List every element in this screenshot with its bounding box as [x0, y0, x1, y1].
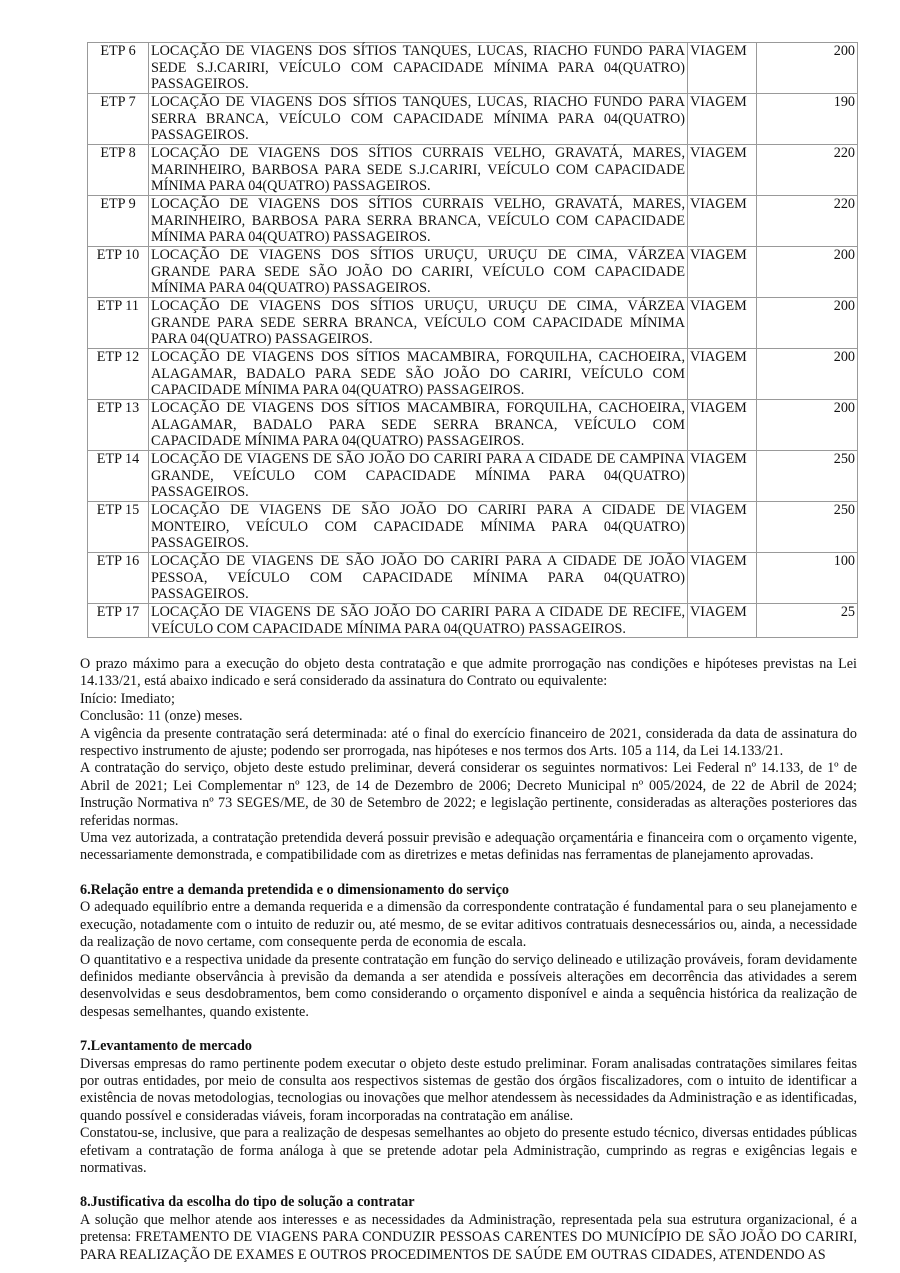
cell-unit: VIAGEM — [688, 553, 757, 604]
section-heading: 8.Justificativa da escolha do tipo de solução a contratar — [80, 1194, 415, 1211]
cell-etp: ETP 8 — [88, 145, 149, 196]
cell-qty: 100 — [757, 553, 858, 604]
cell-unit: VIAGEM — [688, 94, 757, 145]
table-row — [88, 94, 858, 145]
cell-qty: 220 — [757, 196, 858, 247]
table-row — [88, 502, 858, 553]
cell-desc: LOCAÇÃO DE VIAGENS DOS SÍTIOS TANQUES, LUCAS, RIACHO FUNDO PARA SERRA BRANCA, VEÍCULO COM CAPACIDADE MÍNIMA PARA 04(QUATRO) PASSAGEIROS. — [149, 94, 688, 145]
section-heading: 6.Relação entre a demanda pretendida e o dimensionamento do serviço — [80, 881, 510, 898]
cell-desc: LOCAÇÃO DE VIAGENS DE SÃO JOÃO DO CARIRI PARA A CIDADE DE MONTEIRO, VEÍCULO COM CAPACIDADE MÍNIMA PARA 04(QUATRO) PASSAGEIROS. — [149, 502, 688, 553]
table-row — [88, 349, 858, 400]
cell-qty: 250 — [757, 502, 858, 553]
cell-desc: LOCAÇÃO DE VIAGENS DOS SÍTIOS MACAMBIRA, FORQUILHA, CACHOEIRA, ALAGAMAR, BADALO PARA SEDE SERRA BRANCA, VEÍCULO COM CAPACIDADE MÍNIMA PARA 04(QUATRO) PASSAGEIROS. — [149, 400, 688, 451]
cell-qty: 200 — [757, 247, 858, 298]
paragraph: Início: Imediato; — [80, 690, 175, 707]
cell-etp: ETP 7 — [88, 94, 149, 145]
cell-desc: LOCAÇÃO DE VIAGENS DOS SÍTIOS URUÇU, URUÇU DE CIMA, VÁRZEA GRANDE PARA SEDE SERRA BRANCA, VEÍCULO COM CAPACIDADE MÍNIMA PARA 04(QUATRO) PASSAGEIROS. — [149, 298, 688, 349]
cell-qty: 200 — [757, 400, 858, 451]
cell-unit: VIAGEM — [688, 502, 757, 553]
paragraph: O adequado equilíbrio entre a demanda requerida e a dimensão da correspondente contratação é fundamental para o seu planejamento e execução, notadamente com o intuito de reduzir ou, até mesmo, de se evitar aditivos contratuais desnecessários ou, ainda, a necessidade da realização de novo certame, com consequente perda de economia de escala. — [80, 899, 857, 951]
cell-etp: ETP 6 — [88, 43, 149, 94]
cell-etp: ETP 12 — [88, 349, 149, 400]
table-row — [88, 400, 858, 451]
cell-etp: ETP 15 — [88, 502, 149, 553]
cell-etp: ETP 13 — [88, 400, 149, 451]
document-body — [80, 656, 857, 1264]
table-row — [88, 451, 858, 502]
cell-qty: 190 — [757, 94, 858, 145]
table-row — [88, 298, 858, 349]
cell-desc: LOCAÇÃO DE VIAGENS DOS SÍTIOS MACAMBIRA, FORQUILHA, CACHOEIRA, ALAGAMAR, BADALO PARA SEDE SÃO JOÃO DO CARIRI, VEÍCULO COM CAPACIDADE MÍNIMA PARA 04(QUATRO) PASSAGEIROS. — [149, 349, 688, 400]
table-row — [88, 196, 858, 247]
cell-desc: LOCAÇÃO DE VIAGENS DE SÃO JOÃO DO CARIRI PARA A CIDADE DE JOÃO PESSOA, VEÍCULO COM CAPACIDADE MÍNIMA PARA 04(QUATRO) PASSAGEIROS. — [149, 553, 688, 604]
cell-desc: LOCAÇÃO DE VIAGENS DOS SÍTIOS CURRAIS VELHO, GRAVATÁ, MARES, MARINHEIRO, BARBOSA PARA SERRA BRANCA, VEÍCULO COM CAPACIDADE MÍNIMA PARA 04(QUATRO) PASSAGEIROS. — [149, 196, 688, 247]
cell-unit: VIAGEM — [688, 604, 757, 638]
paragraph: Uma vez autorizada, a contratação pretendida deverá possuir previsão e adequação orçamentária e financeira com o orçamento vigente, necessariamente demonstrada, e compatibilidade com as diretrizes e metas definidas nas ferramentas de planejamento aprovadas. — [80, 830, 857, 864]
cell-qty: 200 — [757, 298, 858, 349]
cell-unit: VIAGEM — [688, 196, 757, 247]
cell-qty: 25 — [757, 604, 858, 638]
table-row — [88, 145, 858, 196]
cell-etp: ETP 11 — [88, 298, 149, 349]
cell-unit: VIAGEM — [688, 43, 757, 94]
cell-etp: ETP 17 — [88, 604, 149, 638]
cell-etp: ETP 16 — [88, 553, 149, 604]
cell-desc: LOCAÇÃO DE VIAGENS DE SÃO JOÃO DO CARIRI PARA A CIDADE DE CAMPINA GRANDE, VEÍCULO COM CAPACIDADE MÍNIMA PARA 04(QUATRO) PASSAGEIROS. — [149, 451, 688, 502]
table-row — [88, 604, 858, 638]
cell-etp: ETP 10 — [88, 247, 149, 298]
section-heading: 7.Levantamento de mercado — [80, 1038, 252, 1055]
cell-unit: VIAGEM — [688, 298, 757, 349]
cell-qty: 200 — [757, 43, 858, 94]
cell-unit: VIAGEM — [688, 145, 757, 196]
cell-qty: 200 — [757, 349, 858, 400]
cell-desc: LOCAÇÃO DE VIAGENS DE SÃO JOÃO DO CARIRI PARA A CIDADE DE RECIFE, VEÍCULO COM CAPACIDADE MÍNIMA PARA 04(QUATRO) PASSAGEIROS. — [149, 604, 688, 638]
items-table — [87, 42, 858, 638]
paragraph: Constatou-se, inclusive, que para a realização de despesas semelhantes ao objeto do presente estudo técnico, diversas entidades públicas efetivam a contratação de forma análoga à que se pretende adotar pela Administração, cumprindo as regras e exigências legais e normativas. — [80, 1125, 857, 1176]
table-row — [88, 247, 858, 298]
paragraph: A vigência da presente contratação será determinada: até o final do exercício financeiro de 2021, considerada da data de assinatura do respectivo instrumento de ajuste; podendo ser prorrogada, nas hipóteses e nos termos dos Arts. 105 a 114, da Lei 14.133/21. — [80, 725, 857, 760]
cell-etp: ETP 14 — [88, 451, 149, 502]
table-row — [88, 43, 858, 94]
cell-desc: LOCAÇÃO DE VIAGENS DOS SÍTIOS URUÇU, URUÇU DE CIMA, VÁRZEA GRANDE PARA SEDE SÃO JOÃO DO CARIRI, VEÍCULO COM CAPACIDADE MÍNIMA PARA 04(QUATRO) PASSAGEIROS. — [149, 247, 688, 298]
cell-qty: 250 — [757, 451, 858, 502]
cell-desc: LOCAÇÃO DE VIAGENS DOS SÍTIOS CURRAIS VELHO, GRAVATÁ, MARES, MARINHEIRO, BARBOSA PARA SEDE S.J.CARIRI, VEÍCULO COM CAPACIDADE MÍNIMA PARA 04(QUATRO) PASSAGEIROS. — [149, 145, 688, 196]
cell-unit: VIAGEM — [688, 349, 757, 400]
paragraph: Conclusão: 11 (onze) meses. — [80, 708, 243, 725]
paragraph: O prazo máximo para a execução do objeto desta contratação e que admite prorrogação nas condições e hipóteses previstas na Lei 14.133/21, está abaixo indicado e será considerado da assinatura do Contrato ou equivalente: — [80, 656, 857, 690]
cell-desc: LOCAÇÃO DE VIAGENS DOS SÍTIOS TANQUES, LUCAS, RIACHO FUNDO PARA SEDE S.J.CARIRI, VEÍCULO COM CAPACIDADE MÍNIMA PARA 04(QUATRO) PASSAGEIROS. — [149, 43, 688, 94]
paragraph: Diversas empresas do ramo pertinente podem executar o objeto deste estudo preliminar. Foram analisadas contratações similares feitas por outras entidades, por meio de consulta aos respectivos sistemas de gestão dos órgãos fiscalizadores, com o intuito de identificar a existência de novas metodologias, tecnologias ou inovações que melhor atendessem às necessidades da Administração e as identificadas, quando possível e consideradas viáveis, foram incorporadas na contratação em análise. — [80, 1055, 857, 1124]
paragraph: O quantitativo e a respectiva unidade da presente contratação em função do serviço delineado e utilização prováveis, foram devidamente definidos mediante observância à previsão da demanda a ser atendida e possíveis alterações em decorrência das atividades a serem desenvolvidas e seus desdobramentos, bem como considerando o orçamento disponível e ainda a sequência histórica da realização de despesas semelhantes, quando existente. — [80, 951, 857, 1020]
paragraph: A contratação do serviço, objeto deste estudo preliminar, deverá considerar os seguintes normativos: Lei Federal nº 14.133, de 1º de Abril de 2021; Lei Complementar nº 123, de 14 de Dezembro de 2006; Decreto Municipal nº 005/2024, de 22 de Abril de 2024; Instrução Normativa nº 73 SEGES/ME, de 30 de Setembro de 2022; e legislação pertinente, consideradas as alterações posteriores das referidas normas. — [80, 760, 857, 829]
cell-qty: 220 — [757, 145, 858, 196]
table-row — [88, 553, 858, 604]
cell-unit: VIAGEM — [688, 247, 757, 298]
cell-unit: VIAGEM — [688, 400, 757, 451]
cell-etp: ETP 9 — [88, 196, 149, 247]
cell-unit: VIAGEM — [688, 451, 757, 502]
paragraph: A solução que melhor atende aos interesses e as necessidades da Administração, representada pela sua estrutura organizacional, é a pretensa: FRETAMENTO DE VIAGENS PARA CONDUZIR PESSOAS CARENTES DO MUNICÍPIO DE SÃO JOÃO DO CARIRI, PARA REALIZAÇÃO DE EXAMES E OUTROS PROCEDIMENTOS DE SAÚDE EM OUTRAS CIDADES, ATENDENDO AS — [80, 1211, 857, 1263]
